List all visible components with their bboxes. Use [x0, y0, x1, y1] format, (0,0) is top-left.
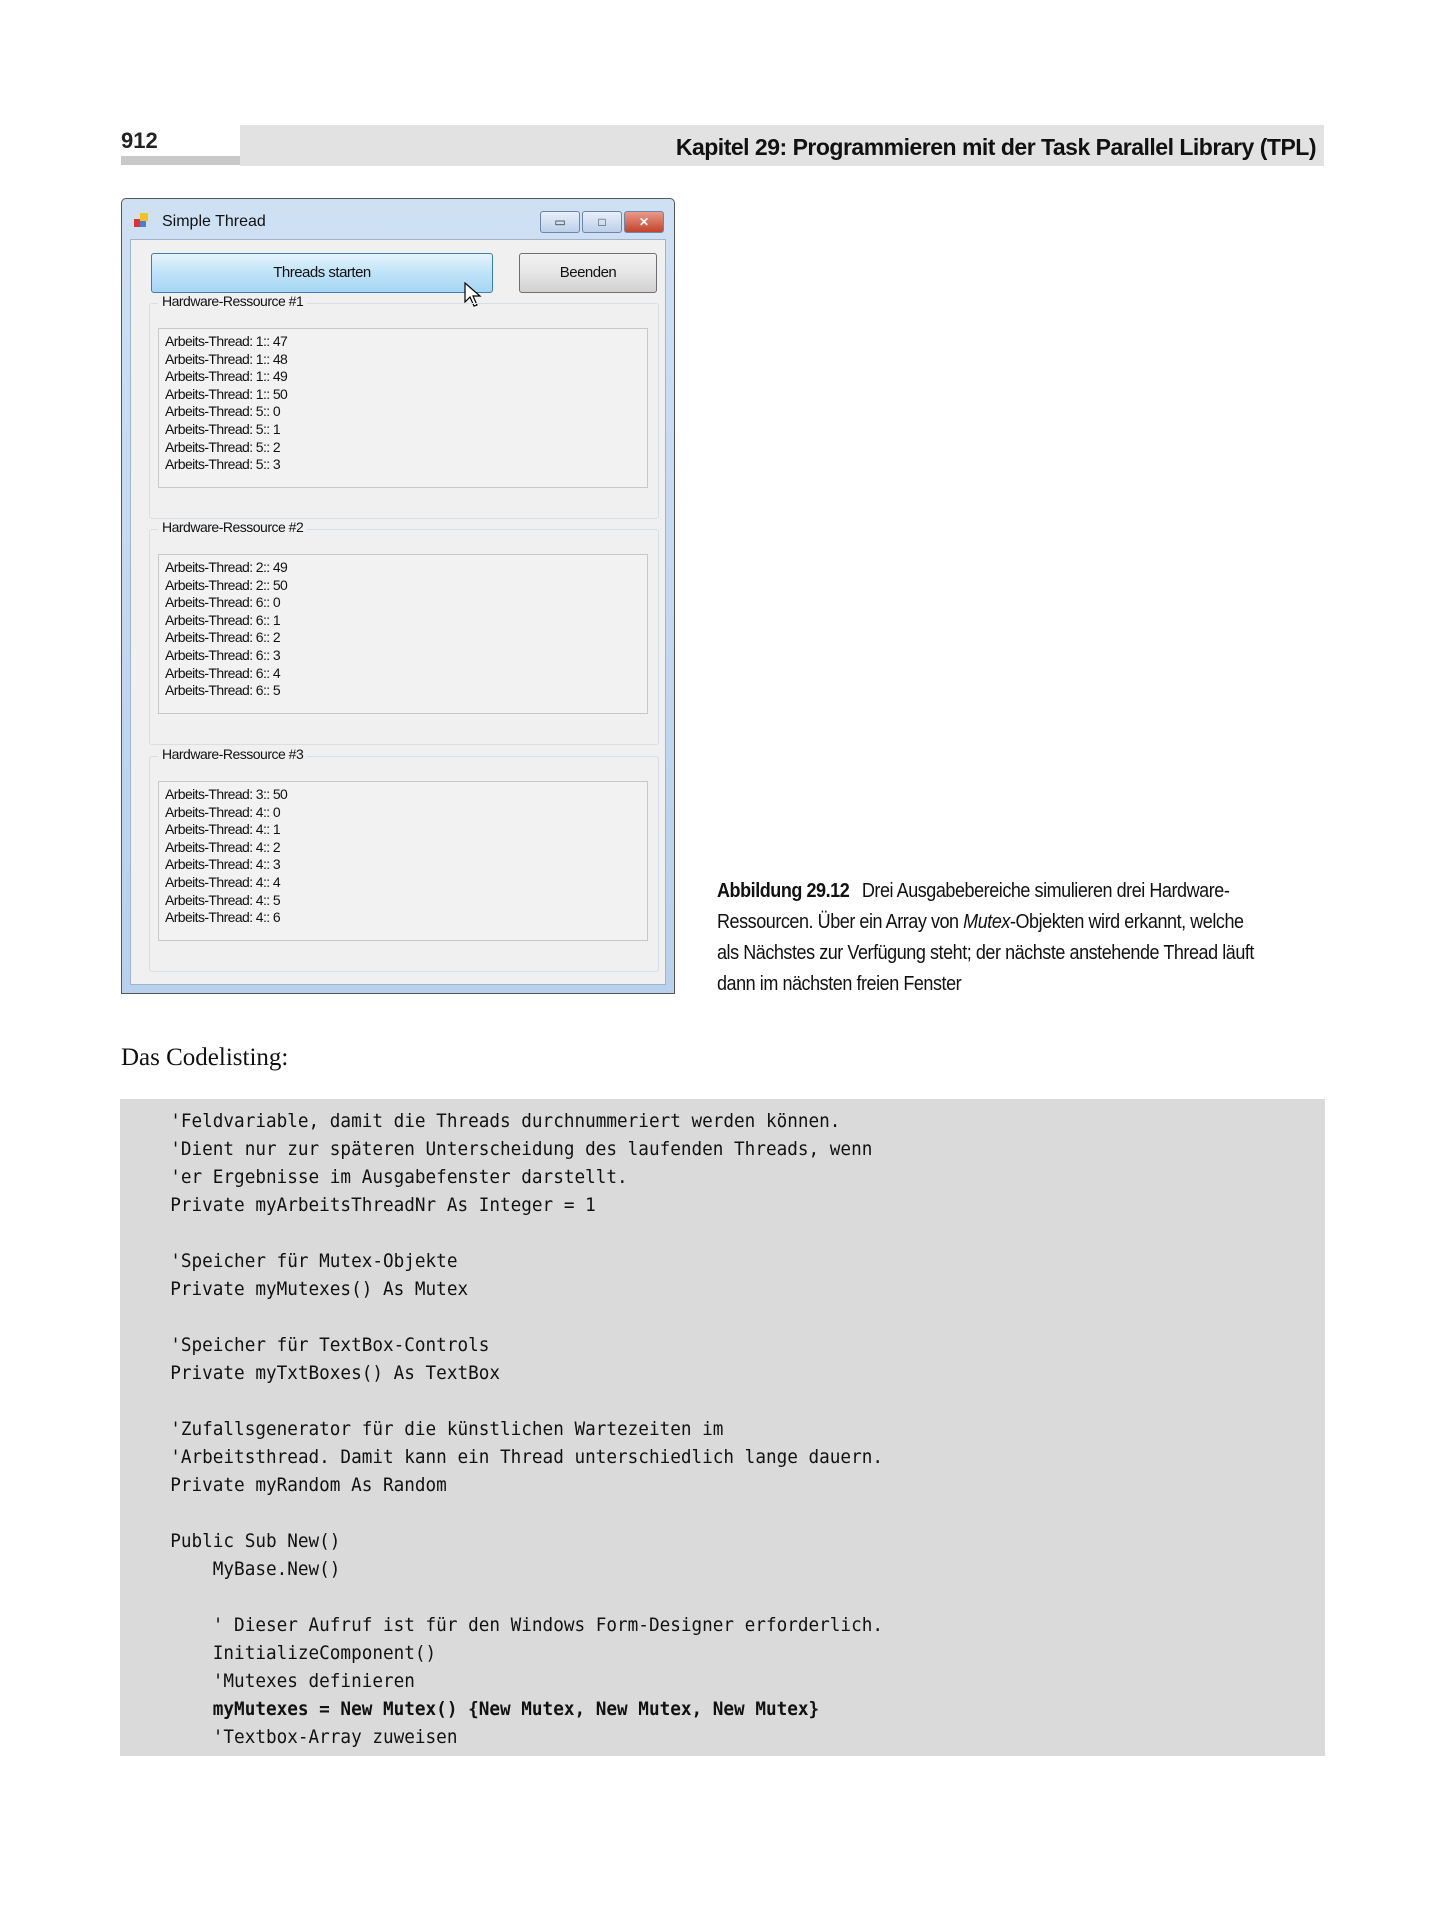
output-textbox[interactable] [158, 554, 648, 714]
simple-thread-window [121, 198, 675, 994]
code-line: Private myMutexes() As Mutex [170, 1278, 469, 1300]
output-line: Arbeits-Thread: 1:: 47 [165, 333, 288, 349]
output-line: Arbeits-Thread: 1:: 50 [165, 385, 288, 402]
window-client-area [130, 239, 666, 985]
output-line: Arbeits-Thread: 5:: 0 [165, 403, 281, 420]
code-line: 'Dient nur zur späteren Unterscheidung des laufenden Threads, wenn [170, 1138, 873, 1160]
figure-caption [717, 876, 1266, 1000]
output-line: Arbeits-Thread: 5:: 2 [165, 438, 281, 455]
code-line [120, 1387, 1241, 1415]
minimize-button[interactable]: ▭ [540, 211, 580, 233]
group-box-hardware-ressource-1 [149, 293, 659, 519]
output-line: Arbeits-Thread: 5:: 3 [165, 456, 281, 473]
page-number: 912 [121, 128, 158, 153]
code-line [120, 1303, 1241, 1331]
output-line: Arbeits-Thread: 1:: 49 [165, 368, 288, 385]
output-textbox[interactable] [158, 781, 648, 941]
output-line: Arbeits-Thread: 4:: 1 [165, 821, 281, 838]
output-line: Arbeits-Thread: 4:: 3 [165, 856, 281, 873]
app-icon [134, 213, 150, 229]
quit-button[interactable]: Beenden [519, 253, 657, 293]
close-button[interactable]: ✕ [624, 211, 664, 233]
output-line: Arbeits-Thread: 4:: 6 [165, 909, 281, 926]
output-line: Arbeits-Thread: 4:: 0 [165, 803, 281, 820]
maximize-button[interactable]: □ [582, 211, 622, 233]
output-line: Arbeits-Thread: 6:: 0 [165, 594, 281, 611]
output-line: Arbeits-Thread: 4:: 2 [165, 838, 281, 855]
lead-text: Das Codelisting: [121, 1044, 289, 1071]
code-line: 'Zufallsgenerator für die künstlichen Wartezeiten im [170, 1418, 724, 1440]
code-line: MyBase.New() [170, 1558, 341, 1580]
code-line: InitializeComponent() [170, 1642, 437, 1664]
page-number-underline [121, 156, 240, 165]
code-line: Private myArbeitsThreadNr As Integer = 1 [170, 1194, 596, 1216]
output-line: Arbeits-Thread: 4:: 5 [165, 891, 281, 908]
code-line: 'Feldvariable, damit die Threads durchnummeriert werden können. [170, 1110, 841, 1132]
code-listing [120, 1099, 1325, 1756]
code-line: 'Speicher für TextBox-Controls [170, 1334, 490, 1356]
code-line: 'er Ergebnisse im Ausgabefenster darstellt. [170, 1166, 628, 1188]
code-line: Private myTxtBoxes() As TextBox [170, 1362, 501, 1384]
output-line: Arbeits-Thread: 6:: 2 [165, 629, 281, 646]
caption-label: Abbildung 29.12 [717, 880, 850, 902]
output-line: Arbeits-Thread: 6:: 5 [165, 682, 281, 699]
code-line: 'Arbeitsthread. Damit kann ein Thread unterschiedlich lange dauern. [170, 1446, 883, 1468]
start-threads-button[interactable]: Threads starten [151, 253, 493, 293]
code-line: myMutexes = New Mutex() {New Mutex, New Mutex, New Mutex} [170, 1698, 820, 1720]
output-textbox[interactable] [158, 328, 648, 488]
group-box-hardware-ressource-2 [149, 519, 659, 745]
code-line [120, 1583, 1241, 1611]
output-line: Arbeits-Thread: 6:: 3 [165, 646, 281, 663]
output-line: Arbeits-Thread: 2:: 49 [165, 559, 288, 575]
code-line: 'Textbox-Array zuweisen [170, 1726, 458, 1748]
output-line: Arbeits-Thread: 6:: 1 [165, 611, 281, 628]
group-box-label: Hardware-Ressource #3 [158, 746, 307, 762]
running-header-text: Kapitel 29: Programmieren mit der Task Parallel Library (TPL) [675, 134, 1316, 160]
code-line: Public Sub New() [170, 1530, 341, 1552]
code-line [120, 1219, 1241, 1247]
output-line: Arbeits-Thread: 2:: 50 [165, 576, 288, 593]
running-header [240, 125, 1324, 166]
group-box-label: Hardware-Ressource #2 [158, 519, 307, 535]
caption-text: Drei Ausgabebereiche simulieren drei Hardware-Ressourcen. Über ein Array von [717, 880, 1230, 933]
output-line: Arbeits-Thread: 3:: 50 [165, 786, 288, 802]
window-title: Simple Thread [162, 213, 266, 230]
caption-text-end: -Objekten wird erkannt, welche als Nächstes zur Verfügung steht; der nächste anstehende Thread läuft dann im nächsten freien Fenster [717, 911, 1254, 995]
code-line: 'Mutexes definieren [170, 1670, 415, 1692]
code-line: 'Speicher für Mutex-Objekte [170, 1250, 458, 1272]
code-line: Private myRandom As Random [170, 1474, 447, 1496]
output-line: Arbeits-Thread: 1:: 48 [165, 350, 288, 367]
code-line [120, 1499, 1241, 1527]
caption-italic: Mutex [963, 911, 1010, 933]
output-line: Arbeits-Thread: 5:: 1 [165, 420, 281, 437]
group-box-hardware-ressource-3 [149, 746, 659, 972]
output-line: Arbeits-Thread: 4:: 4 [165, 873, 281, 890]
group-box-label: Hardware-Ressource #1 [158, 293, 307, 309]
code-line: ' Dieser Aufruf ist für den Windows Form-Designer erforderlich. [170, 1614, 883, 1636]
output-line: Arbeits-Thread: 6:: 4 [165, 664, 281, 681]
